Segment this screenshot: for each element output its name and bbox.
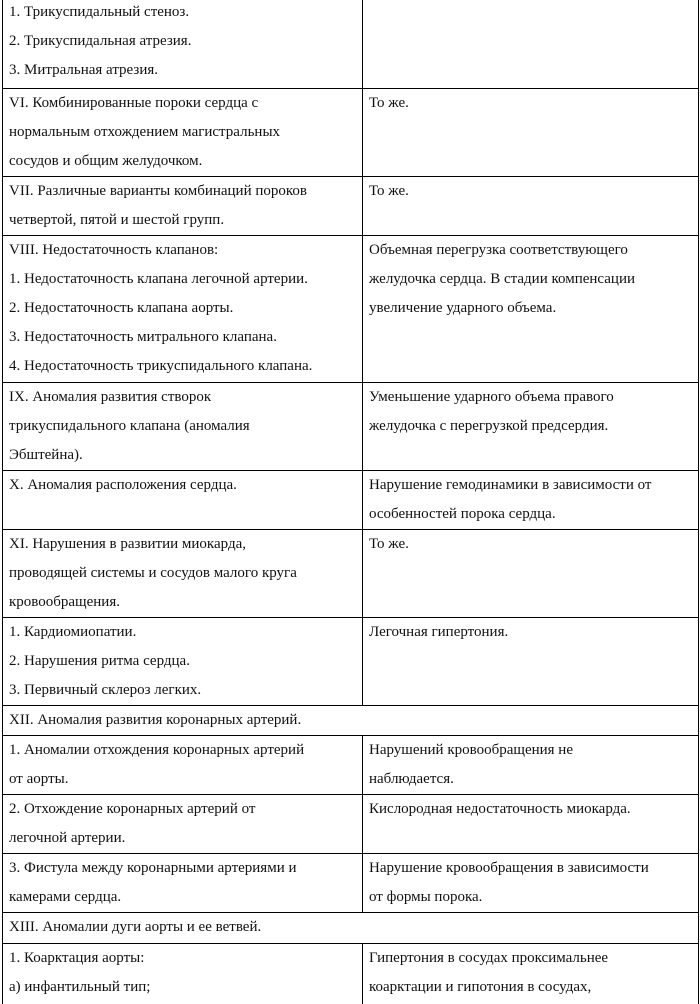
- defect-cell: [3, 854, 363, 913]
- hemodynamics-cell: [363, 795, 699, 854]
- defect-cell: [3, 736, 363, 795]
- cell-text-line: 2. Нарушения ритма сердца.: [9, 653, 190, 669]
- section-heading-cell: [3, 913, 699, 944]
- cell-text-line: 2. Недостаточность клапана аорты.: [9, 300, 234, 316]
- cell-text-line: кровообращения.: [9, 594, 120, 610]
- table-row: [3, 736, 699, 795]
- hemodynamics-cell: [363, 854, 699, 913]
- cell-text-line: 1. Трикуспидальный стеноз.: [9, 4, 190, 20]
- hemodynamics-cell: [363, 383, 699, 471]
- table-row: [3, 471, 699, 530]
- hemodynamics-cell: [363, 736, 699, 795]
- cell-text-line: 3. Недостаточность митрального клапана.: [9, 329, 277, 345]
- table-row: [3, 383, 699, 471]
- hemodynamics-cell: [363, 177, 699, 236]
- hemodynamics-cell: [363, 471, 699, 530]
- hemodynamics-cell: [363, 530, 699, 618]
- cell-text-line: XII. Аномалия развития коронарных артерий.: [9, 712, 302, 728]
- table-row: [3, 89, 699, 177]
- hemodynamics-cell: [363, 0, 699, 89]
- cell-text-line: XI. Нарушения в развитии миокарда,: [9, 536, 246, 552]
- cell-text-line: желудочка сердца. В стадии компенсации: [369, 271, 636, 287]
- cell-text-line: легочной артерии.: [9, 830, 126, 846]
- cell-text-line: IX. Аномалия развития створок: [9, 389, 212, 405]
- table-body: [3, 0, 699, 1004]
- cell-text-line: от формы порока.: [369, 889, 483, 905]
- table-row: [3, 913, 699, 944]
- cell-text-line: VII. Различные варианты комбинаций пороков: [9, 183, 308, 199]
- cell-text-line: а) инфантильный тип;: [9, 979, 151, 995]
- cell-text-line: 1. Кардиомиопатии.: [9, 624, 137, 640]
- cell-text-line: наблюдается.: [369, 771, 454, 787]
- cell-text-line: VI. Комбинированные пороки сердца с: [9, 95, 259, 111]
- cell-text-line: Легочная гипертония.: [369, 624, 509, 640]
- cell-text-line: трикуспидального клапана (аномалия: [9, 418, 250, 434]
- cell-text-line: 2. Трикуспидальная атрезия.: [9, 33, 192, 49]
- cell-text-line: Нарушение гемодинамики в зависимости от: [369, 477, 652, 493]
- hemodynamics-cell: [363, 944, 699, 1004]
- cell-text-line: То же.: [369, 183, 409, 199]
- cell-text-line: 1. Недостаточность клапана легочной артерии.: [9, 271, 308, 287]
- defect-cell: [3, 236, 363, 383]
- heart-defects-table: [2, 0, 699, 1004]
- cell-text-line: Объемная перегрузка соответствующего: [369, 242, 628, 258]
- defect-cell: [3, 471, 363, 530]
- defect-cell: [3, 89, 363, 177]
- defect-cell: [3, 530, 363, 618]
- defect-cell: [3, 944, 363, 1004]
- table-row: [3, 618, 699, 706]
- cell-text-line: То же.: [369, 95, 409, 111]
- cell-text-line: четвертой, пятой и шестой групп.: [9, 212, 225, 228]
- cell-text-line: 3. Митральная атрезия.: [9, 62, 159, 78]
- table-row: [3, 854, 699, 913]
- table-row: [3, 944, 699, 1004]
- cell-text-line: сосудов и общим желудочком.: [9, 153, 203, 169]
- table-row: [3, 706, 699, 736]
- cell-text-line: 2. Отхождение коронарных артерий от: [9, 801, 256, 817]
- cell-text-line: желудочка с перегрузкой предсердия.: [369, 418, 609, 434]
- cell-text-line: Уменьшение ударного объема правого: [369, 389, 614, 405]
- cell-text-line: Гипертония в сосудах проксимальнее: [369, 950, 609, 966]
- cell-text-line: 3. Первичный склероз легких.: [9, 682, 202, 698]
- cell-text-line: VIII. Недостаточность клапанов:: [9, 242, 219, 258]
- defect-cell: [3, 0, 363, 89]
- cell-text-line: коарктации и гипотония в сосудах,: [369, 979, 592, 995]
- cell-text-line: особенностей порока сердца.: [369, 506, 556, 522]
- hemodynamics-cell: [363, 236, 699, 383]
- cell-text-line: камерами сердца.: [9, 889, 122, 905]
- cell-text-line: XIII. Аномалии дуги аорты и ее ветвей.: [9, 919, 262, 935]
- cell-text-line: 1. Аномалии отхождения коронарных артерий: [9, 742, 305, 758]
- cell-text-line: 1. Коарктация аорты:: [9, 950, 145, 966]
- cell-text-line: X. Аномалия расположения сердца.: [9, 477, 237, 493]
- cell-text-line: увеличение ударного объема.: [369, 300, 557, 316]
- section-heading-cell: [3, 706, 699, 736]
- cell-text-line: Нарушений кровообращения не: [369, 742, 573, 758]
- cell-text-line: Кислородная недостаточность миокарда.: [369, 801, 631, 817]
- defect-cell: [3, 383, 363, 471]
- cell-text-line: То же.: [369, 536, 409, 552]
- table-row: [3, 236, 699, 383]
- hemodynamics-cell: [363, 89, 699, 177]
- table-row: [3, 530, 699, 618]
- hemodynamics-cell: [363, 618, 699, 706]
- cell-text-line: 4. Недостаточность трикуспидального клапана.: [9, 358, 313, 374]
- cell-text-line: Эбштейна).: [9, 447, 83, 463]
- defect-cell: [3, 177, 363, 236]
- table-row: [3, 177, 699, 236]
- defect-cell: [3, 618, 363, 706]
- cell-text-line: проводящей системы и сосудов малого круга: [9, 565, 297, 581]
- cell-text-line: от аорты.: [9, 771, 69, 787]
- defect-cell: [3, 795, 363, 854]
- cell-text-line: Нарушение кровообращения в зависимости: [369, 860, 649, 876]
- cell-text-line: 3. Фистула между коронарными артериями и: [9, 860, 297, 876]
- cell-text-line: нормальным отхождением магистральных: [9, 124, 281, 140]
- table-row: [3, 795, 699, 854]
- table-row: [3, 0, 699, 89]
